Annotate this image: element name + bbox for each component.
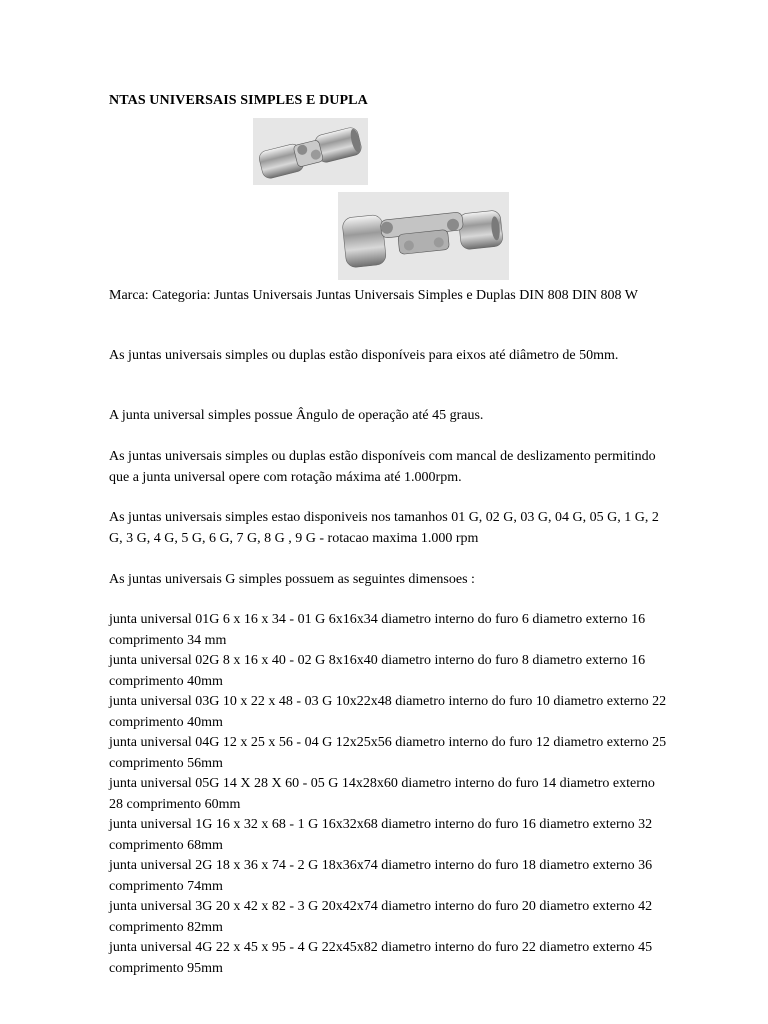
paragraph-dimensions-intro xyxy=(109,570,669,591)
list-item: junta universal 1G 16 x 32 x 68 - 1 G 16x32x68 diametro interno do furo 16 diametro externo 32 comprimento 68mm xyxy=(109,817,653,853)
list-item: junta universal 01G 6 x 16 x 34 - 01 G 6x16x34 diametro interno do furo 6 diametro externo 16 comprimento 34 mm xyxy=(109,612,646,648)
paragraph-text: A junta universal simples possue Ângulo de operação até 45 graus. xyxy=(109,408,484,423)
paragraph-shaft-diameter xyxy=(109,346,669,367)
paragraph-text: As juntas universais simples ou duplas estão disponíveis com mancal de deslizamento permitindo que a junta universal opere com rotação máxima até 1.000rpm. xyxy=(109,449,656,485)
list-item: junta universal 05G 14 X 28 X 60 - 05 G 14x28x60 diametro interno do furo 14 diametro externo 28 comprimento 60mm xyxy=(109,776,655,812)
paragraph-text: As juntas universais simples estao disponiveis nos tamanhos 01 G, 02 G, 03 G, 04 G, 05 G, 1 G, 2 G, 3 G, 4 G, 5 G, 6 G, 7 G, 8 G , 9 G - rotacao maxima 1.000 rpm xyxy=(109,510,659,546)
paragraph-brand-category xyxy=(109,286,669,307)
dimension-list xyxy=(109,610,669,979)
single-universal-joint-photo xyxy=(253,118,368,185)
list-item: junta universal 4G 22 x 45 x 95 - 4 G 22x45x82 diametro interno do furo 22 diametro externo 45 comprimento 95mm xyxy=(109,940,653,976)
double-universal-joint-photo xyxy=(338,192,509,280)
paragraph-operating-angle xyxy=(109,406,669,427)
paragraph-sizes xyxy=(109,508,669,549)
paragraph-slide-bearing xyxy=(109,447,669,488)
list-item: junta universal 02G 8 x 16 x 40 - 02 G 8x16x40 diametro interno do furo 8 diametro externo 16 comprimento 40mm xyxy=(109,653,646,689)
paragraph-text: As juntas universais G simples possuem as seguintes dimensoes : xyxy=(109,572,475,587)
paragraph-text: Marca: Categoria: Juntas Universais Juntas Universais Simples e Duplas DIN 808 DIN 808 W xyxy=(109,288,638,303)
list-item: junta universal 2G 18 x 36 x 74 - 2 G 18x36x74 diametro interno do furo 18 diametro externo 36 comprimento 74mm xyxy=(109,858,653,894)
paragraph-text: As juntas universais simples ou duplas estão disponíveis para eixos até diâmetro de 50mm. xyxy=(109,348,619,363)
list-item: junta universal 3G 20 x 42 x 82 - 3 G 20x42x74 diametro interno do furo 20 diametro externo 42 comprimento 82mm xyxy=(109,899,653,935)
document-title: NTAS UNIVERSAIS SIMPLES E DUPLA xyxy=(109,93,368,108)
list-item: junta universal 03G 10 x 22 x 48 - 03 G 10x22x48 diametro interno do furo 10 diametro externo 22 comprimento 40mm xyxy=(109,694,667,730)
list-item: junta universal 04G 12 x 25 x 56 - 04 G 12x25x56 diametro interno do furo 12 diametro externo 25 comprimento 56mm xyxy=(109,735,667,771)
document-page xyxy=(109,92,669,976)
